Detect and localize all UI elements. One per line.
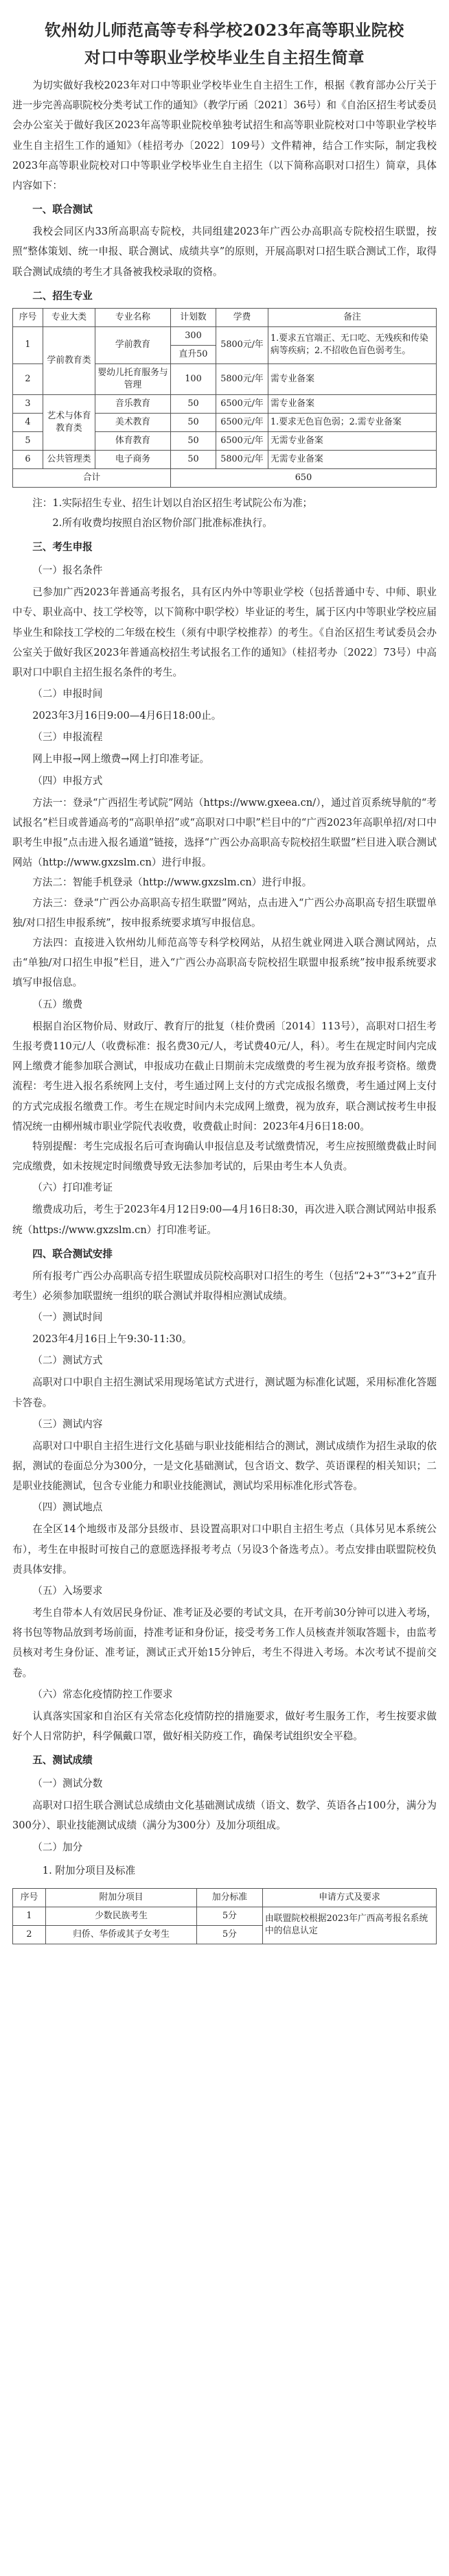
row-major: 体育教育 bbox=[95, 431, 171, 450]
row-note: 无需专业备案 bbox=[268, 450, 437, 468]
table-total-row bbox=[13, 468, 437, 487]
section-3-sub-3: （三）申报流程 bbox=[32, 731, 103, 743]
section-4-sub-5-text: 考生自带本人有效居民身份证、准考证及必要的考试文具，在开考前30分钟可以进入考场，将书包等物品放到考场前面，持准考证和身份证，接受考务工作人员核查并领取答题卡，由监考员核对考生身份证、准考证，测试正式开始15分钟后，考生不得进入考场。本次考试不提前交卷。 bbox=[12, 1606, 437, 1679]
section-2-heading: 二、招生专业 bbox=[32, 289, 93, 302]
fee-paragraph: 根据自治区物价局、财政厅、教育厅的批复（桂价费函〔2014〕113号），高职对口招生考生报考费110元/人（收费标准：报名费30元/人，考试费40元/人，科）。考生在规定时间内完成网上缴费才能参加联合测试，申报成功在截止日期前未完成缴费的考生视为放弃报考资格。缴费流程：考生进入报名系统网上支付，考生通过网上支付的方式完成报名缴费，考生通过网上支付的方式完成报名缴费工作。考生在规定时间内未完成网上缴费，视为放弃，联合测试按考生申报情况统一由柳州城市职业学院代表收费，收费截止时间：2023年4月6日18:00。 bbox=[12, 1020, 437, 1132]
bonus-row-no: 1 bbox=[13, 1907, 46, 1925]
row-no: 1 bbox=[13, 326, 43, 363]
table-row bbox=[13, 394, 437, 413]
row-fee: 6500元/年 bbox=[216, 413, 268, 431]
row-fee: 5800元/年 bbox=[216, 450, 268, 468]
row-category: 学前教育类 bbox=[43, 326, 95, 394]
section-4-sub-1: （一）测试时间 bbox=[32, 1311, 103, 1324]
section-3-sub-3-text: 网上申报→网上缴费→网上打印准考证。 bbox=[32, 753, 210, 765]
row-fee: 5800元/年 bbox=[216, 363, 268, 394]
section-3-sub-5: （五）缴费 bbox=[32, 998, 83, 1010]
table-row bbox=[13, 450, 437, 468]
row-note: 无需专业备案 bbox=[268, 431, 437, 450]
row-no: 5 bbox=[13, 431, 43, 450]
row-category: 艺术与体育教育类 bbox=[43, 394, 95, 450]
section-3-sub-1: （一）报名条件 bbox=[32, 564, 103, 577]
row-note: 需专业备案 bbox=[268, 363, 437, 394]
row-plan: 50 bbox=[171, 413, 216, 431]
header-category: 专业大类 bbox=[43, 308, 95, 326]
method-3: 方法三：登录“广西公办高职高专招生联盟”网站，点击进入“广西公办高职高专招生联盟单独/对口招生申报系统”，按申报系统要求填写申报信息。 bbox=[12, 896, 437, 929]
title-line-1: 钦州幼儿师范高等专科学校2023年高等职业院校 bbox=[45, 21, 404, 40]
total-value: 650 bbox=[171, 468, 437, 487]
method-1: 方法一：登录“广西招生考试院”网站（https://www.gxeea.cn/），通过首页系统导航的“考试报名”栏目或普通高考的“高职单招”或“高职对口中职”栏目中的“广西2023年高职单招/对口中职考生申报”点击进入报名通道”链接，选择“广西公办高职高专院校招生联盟”栏目进入联合测试网站（http://www.gxzslm.cn）进行申报。 bbox=[12, 796, 437, 869]
section-4-sub-2: （二）测试方式 bbox=[32, 1355, 103, 1367]
bonus-table bbox=[12, 1888, 437, 1944]
bonus-row-item: 少数民族考生 bbox=[46, 1907, 197, 1925]
section-3-sub-6-text: 缴费成功后，考生于2023年4月12日9:00—4月16日8:30，再次进入联合测试网站申报系统（https://www.gxzslm.cn）打印准考证。 bbox=[12, 1204, 437, 1236]
section-4-sub-2-text: 高职对口中职自主招生测试采用现场笔试方式进行，测试题为标准化试题，采用标准化答题卡答卷。 bbox=[12, 1376, 437, 1409]
section-5-sub-2-item: 1. 附加分项目及标准 bbox=[42, 1864, 136, 1876]
row-no: 2 bbox=[13, 363, 43, 394]
section-4-sub-4-text: 在全区14个地级市及部分县级市、县设置高职对口中职自主招生考点（具体另见本系统公布），考生在申报时可按自己的意愿选择报考考点（另设3个备选考点）。考点安排由联盟院校负责具体安排。 bbox=[12, 1523, 437, 1575]
row-no: 6 bbox=[13, 450, 43, 468]
bonus-row-item: 归侨、华侨或其子女考生 bbox=[46, 1925, 197, 1944]
section-1-text: 我校会同区内33所高职高专院校，共同组建2023年广西公办高职高专院校招生联盟，按照“整体策划、统一申报、联合测试、成绩共享”的原则，开展高职对口招生联合测试工作，取得联合测试成绩的考生才具备被我校录取的资格。 bbox=[12, 226, 437, 278]
intro-paragraph: 为切实做好我校2023年对口中等职业学校毕业生自主招生工作，根据《教育部办公厅关于进一步完善高职院校分类考试工作的通知》（教学厅函〔2021〕36号）和《自治区招生考试委员会办公室关于做好我区2023年高等职业院校单独考试招生和高等职业院校对口中等职业学校毕业生自主招生工作的通知》（桂招考办〔2022〕109号）文件精神，结合工作实际，制定我校2023年高等职业院校对口中等职业学校毕业生自主招生（以下简称高职对口招生）简章，具体内容如下： bbox=[12, 80, 437, 192]
bonus-row-score: 5分 bbox=[197, 1925, 263, 1944]
row-plan-sub: 直升50 bbox=[171, 345, 216, 363]
row-category: 公共管理类 bbox=[43, 450, 95, 468]
section-5-sub-2: （二）加分 bbox=[32, 1841, 83, 1853]
row-major: 美术教育 bbox=[95, 413, 171, 431]
row-fee: 6500元/年 bbox=[216, 394, 268, 413]
row-no: 4 bbox=[13, 413, 43, 431]
majors-table-header bbox=[13, 308, 437, 326]
bonus-header-apply: 申请方式及要求 bbox=[263, 1888, 437, 1907]
row-plan: 50 bbox=[171, 450, 216, 468]
section-3-sub-6: （六）打印准考证 bbox=[32, 1182, 113, 1194]
bonus-header-no: 序号 bbox=[13, 1888, 46, 1907]
method-4: 方法四：直接进入钦州幼儿师范高等专科学校网站，从招生就业网进入联合测试网站，点击“单独/对口招生申报”栏目，进入“广西公办高职高专院校招生联盟申报系统”按申报系统要求填写申报信息。 bbox=[12, 937, 437, 989]
section-3-sub-4: （四）申报方式 bbox=[32, 774, 103, 787]
row-no: 3 bbox=[13, 394, 43, 413]
header-no: 序号 bbox=[13, 308, 43, 326]
header-note: 备注 bbox=[268, 308, 437, 326]
section-4-sub-4: （四）测试地点 bbox=[32, 1501, 103, 1514]
section-4-intro: 所有报考广西公办高职高专招生联盟成员院校高职对口招生的考生（包括“2+3”“3+2”直升考生）必须参加联盟统一组织的联合测试并取得相应测试成绩。 bbox=[12, 1269, 437, 1302]
note-line-2: 2.所有收费均按照自治区物价部门批准标准执行。 bbox=[52, 517, 273, 529]
row-fee: 5800元/年 bbox=[216, 326, 268, 363]
table-notes bbox=[12, 493, 437, 533]
row-note: 1.要求五官端正、无口吃、无残疾和传染病等疾病；2.不招收色盲色弱考生。 bbox=[268, 326, 437, 363]
bonus-header-score: 加分标准 bbox=[197, 1888, 263, 1907]
section-3-sub-1-text: 已参加广西2023年普通高考报名，具有区内外中等职业学校（包括普通中专、中师、职业中专、职业高中、技工学校等，以下简称中职学校）毕业证的考生，属于区内中等职业学校应届毕业生和除技工学校的二年级在校生（须有中职学校推荐）的考生。《自治区招生考试委员会办公室关于做好我区2023年普通高校招生考试报名工作的通知》（桂招考办〔2022〕73号）中高职对口中职自主招生报名条件的考生。 bbox=[12, 586, 437, 679]
title-line-2: 对口中等职业学校毕业生自主招生简章 bbox=[84, 48, 365, 67]
row-note: 1.要求无色盲色弱；2.需专业备案 bbox=[268, 413, 437, 431]
row-major: 音乐教育 bbox=[95, 394, 171, 413]
section-4-sub-3: （三）测试内容 bbox=[32, 1418, 103, 1430]
section-3-sub-2-text: 2023年3月16日9:00—4月6日18:00止。 bbox=[32, 710, 222, 722]
page-title bbox=[12, 16, 437, 71]
row-major: 婴幼儿托育服务与管理 bbox=[95, 363, 171, 394]
note-line-1: 注：1.实际招生专业、招生计划以自治区招生考试院公布为准； bbox=[32, 497, 313, 509]
row-major: 电子商务 bbox=[95, 450, 171, 468]
bonus-apply-note: 由联盟院校根据2023年广西高考报名系统中的信息认定 bbox=[263, 1907, 437, 1944]
header-fee: 学费 bbox=[216, 308, 268, 326]
section-3-heading: 三、考生申报 bbox=[32, 541, 93, 553]
fee-reminder: 特别提醒：考生完成报名后可查询确认申报信息及考试缴费情况，考生应按照缴费截止时间完成缴费，如未按规定时间缴费导致无法参加考试的，后果由考生本人负责。 bbox=[12, 1140, 437, 1173]
table-row bbox=[13, 1907, 437, 1925]
section-4-sub-6-text: 认真落实国家和自治区有关常态化疫情防控的措施要求，做好考生服务工作，考生按要求做好个人日常防护，科学佩戴口罩，做好相关防疫工作，确保考试组织安全平稳。 bbox=[12, 1710, 437, 1742]
section-4-sub-1-text: 2023年4月16日上午9:30-11:30。 bbox=[32, 1333, 192, 1346]
section-4-sub-3-text: 高职对口中职自主招生进行文化基础与职业技能相结合的测试，测试成绩作为招生录取的依据，测试的卷面总分为300分，一是文化基础测试，包含语文、数学、英语课程的相关知识；二是职业技能测试，包含专业能力和职业技能测试，测试均采用标准化形式答卷。 bbox=[12, 1440, 437, 1492]
bonus-row-no: 2 bbox=[13, 1925, 46, 1944]
bonus-row-score: 5分 bbox=[197, 1907, 263, 1925]
section-5-sub-1: （一）测试分数 bbox=[32, 1778, 103, 1790]
section-5-heading: 五、测试成绩 bbox=[32, 1754, 93, 1767]
bonus-table-header bbox=[13, 1888, 437, 1907]
header-plan: 计划数 bbox=[171, 308, 216, 326]
majors-table bbox=[12, 308, 437, 488]
total-label: 合计 bbox=[13, 468, 171, 487]
row-plan: 50 bbox=[171, 394, 216, 413]
row-major: 学前教育 bbox=[95, 326, 171, 363]
method-2: 方法二：智能手机登录（http://www.gxzslm.cn）进行申报。 bbox=[32, 876, 312, 889]
section-4-sub-6: （六）常态化疫情防控工作要求 bbox=[32, 1688, 173, 1700]
section-1-heading: 一、联合测试 bbox=[32, 204, 93, 216]
section-3-sub-2: （二）申报时间 bbox=[32, 688, 103, 700]
table-row bbox=[13, 326, 437, 345]
section-4-sub-5: （五）入场要求 bbox=[32, 1584, 103, 1597]
section-4-heading: 四、联合测试安排 bbox=[32, 1248, 113, 1260]
row-plan: 300 bbox=[171, 326, 216, 345]
header-major: 专业名称 bbox=[95, 308, 171, 326]
row-fee: 6500元/年 bbox=[216, 431, 268, 450]
bonus-header-item: 附加分项目 bbox=[46, 1888, 197, 1907]
section-5-sub-1-text: 高职对口招生联合测试总成绩由文化基础测试成绩（语文、数学、英语各占100分，满分为300分）、职业技能测试成绩（满分为300分）及加分项组成。 bbox=[12, 1800, 437, 1832]
row-plan: 100 bbox=[171, 363, 216, 394]
row-note: 需专业备案 bbox=[268, 394, 437, 413]
row-plan: 50 bbox=[171, 431, 216, 450]
